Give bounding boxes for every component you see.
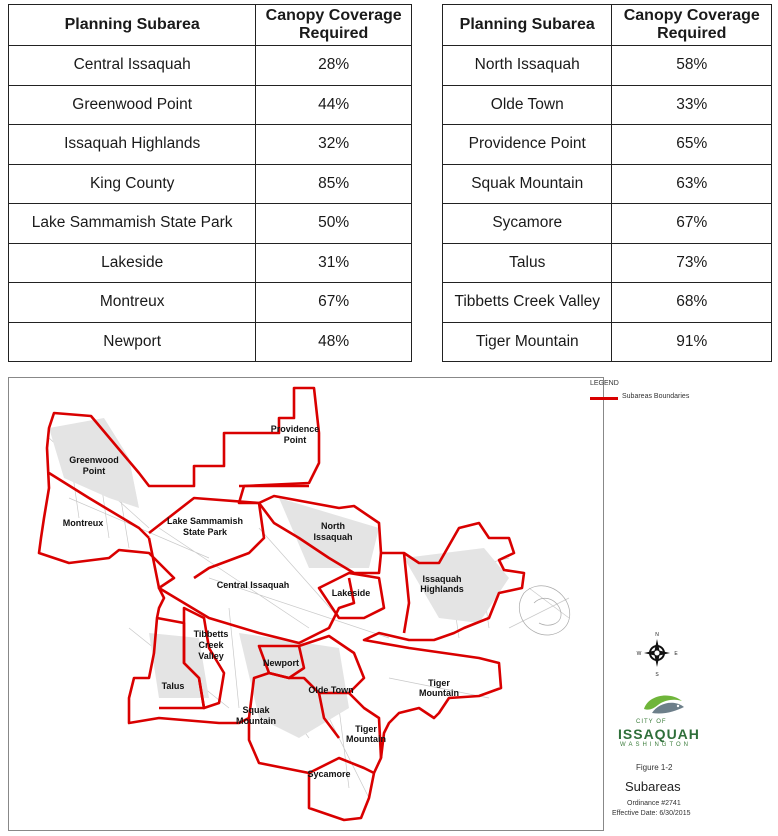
logo-city-name: ISSAQUAH — [618, 726, 700, 742]
label-tibbetts: Tibbetts — [193, 629, 229, 639]
table-row — [9, 46, 412, 86]
legend-boundary-label: Subareas Boundaries — [622, 393, 690, 400]
compass-n: N — [655, 632, 659, 638]
table-row — [443, 46, 772, 86]
coverage-value: 73% — [612, 243, 772, 283]
label-tiger-mountain: Tiger — [428, 678, 450, 688]
coverage-value: 28% — [256, 46, 412, 86]
figure-number: Figure 1-2 — [636, 763, 673, 772]
label-providence-point-2: Point — [283, 435, 307, 445]
coverage-value: 33% — [612, 85, 772, 125]
compass-s: S — [655, 672, 659, 678]
table-row — [9, 204, 412, 244]
label-squak-mountain-2: Mountain — [236, 716, 276, 726]
label-issaquah-highlands: Issaquah — [422, 574, 462, 584]
coverage-value: 48% — [256, 322, 412, 362]
header-canopy-coverage: Canopy Coverage Required — [612, 5, 772, 46]
header-canopy-coverage: Canopy Coverage Required — [256, 5, 412, 46]
table-row — [9, 243, 412, 283]
subarea-name: Talus — [443, 243, 612, 283]
header-planning-subarea: Planning Subarea — [9, 5, 256, 46]
compass-rose-icon — [636, 628, 680, 678]
coverage-value: 58% — [612, 46, 772, 86]
subarea-name: Tiger Mountain — [443, 322, 612, 362]
subarea-name: Montreux — [9, 283, 256, 323]
label-providence-point: Providence — [270, 424, 320, 434]
coverage-value: 85% — [256, 164, 412, 204]
coverage-value: 68% — [612, 283, 772, 323]
table-row — [443, 164, 772, 204]
table-row — [9, 164, 412, 204]
subarea-name: Lakeside — [9, 243, 256, 283]
label-lake-sammamish-2: State Park — [182, 527, 228, 537]
coverage-value: 44% — [256, 85, 412, 125]
compass-e: E — [674, 651, 678, 657]
table-row — [9, 125, 412, 165]
coverage-value: 50% — [256, 204, 412, 244]
subarea-name: Lake Sammamish State Park — [9, 204, 256, 244]
table-row — [443, 243, 772, 283]
subarea-name: Providence Point — [443, 125, 612, 165]
label-sycamore: Sycamore — [307, 769, 351, 779]
table-row — [443, 322, 772, 362]
label-central-issaquah: Central Issaquah — [216, 580, 290, 590]
label-talus: Talus — [161, 681, 185, 691]
compass-w: W — [636, 651, 642, 657]
subarea-name: Newport — [9, 322, 256, 362]
coverage-value: 32% — [256, 125, 412, 165]
figure-effective-date: Effective Date: 6/30/2015 — [612, 810, 691, 817]
header-planning-subarea: Planning Subarea — [443, 5, 612, 46]
table-row — [443, 204, 772, 244]
table-row — [9, 283, 412, 323]
label-tibbetts-3: Valley — [198, 651, 224, 661]
canopy-table-left — [8, 4, 412, 362]
subareas-map-canvas — [9, 378, 603, 830]
subarea-name: Issaquah Highlands — [9, 125, 256, 165]
city-logo-fish-icon — [640, 689, 688, 719]
subarea-name: Squak Mountain — [443, 164, 612, 204]
label-olde-town: Olde Town — [308, 685, 354, 695]
coverage-value: 91% — [612, 322, 772, 362]
label-squak-mountain: Squak — [242, 705, 270, 715]
label-north-issaquah: North — [321, 521, 345, 531]
coverage-value: 67% — [612, 204, 772, 244]
label-greenwood-point: Greenwood — [69, 455, 119, 465]
coverage-value: 63% — [612, 164, 772, 204]
label-greenwood-point-2: Point — [82, 466, 106, 476]
label-tiger-mountain-small: Tiger — [355, 724, 377, 734]
label-tiger-mountain-2: Mountain — [419, 688, 459, 698]
label-newport: Newport — [263, 658, 299, 668]
table-row — [9, 322, 412, 362]
label-montreux: Montreux — [62, 518, 104, 528]
canopy-table-right — [442, 4, 772, 362]
label-issaquah-highlands-2: Highlands — [420, 584, 464, 594]
label-north-issaquah-2: Issaquah — [313, 532, 353, 542]
subarea-name: North Issaquah — [443, 46, 612, 86]
figure-ordinance: Ordinance #2741 — [627, 800, 681, 807]
table-row — [443, 283, 772, 323]
subarea-name: Sycamore — [443, 204, 612, 244]
label-lakeside: Lakeside — [331, 588, 371, 598]
subareas-map — [8, 377, 604, 831]
subarea-name: Central Issaquah — [9, 46, 256, 86]
legend-boundary-swatch — [590, 397, 618, 400]
label-tibbetts-2: Creek — [198, 640, 224, 650]
label-lake-sammamish: Lake Sammamish — [166, 516, 244, 526]
table-row — [443, 125, 772, 165]
coverage-value: 31% — [256, 243, 412, 283]
logo-state: WASHINGTON — [620, 742, 692, 748]
table-row — [443, 85, 772, 125]
subarea-name: Tibbetts Creek Valley — [443, 283, 612, 323]
label-tiger-mountain-small-2: Mountain — [346, 734, 386, 744]
legend-title: LEGEND — [590, 380, 619, 387]
subarea-name: Greenwood Point — [9, 85, 256, 125]
coverage-value: 65% — [612, 125, 772, 165]
figure-title: Subareas — [625, 779, 681, 794]
subarea-name: King County — [9, 164, 256, 204]
coverage-value: 67% — [256, 283, 412, 323]
logo-city-of: CITY OF — [636, 719, 667, 725]
table-row — [9, 85, 412, 125]
subarea-name: Olde Town — [443, 85, 612, 125]
